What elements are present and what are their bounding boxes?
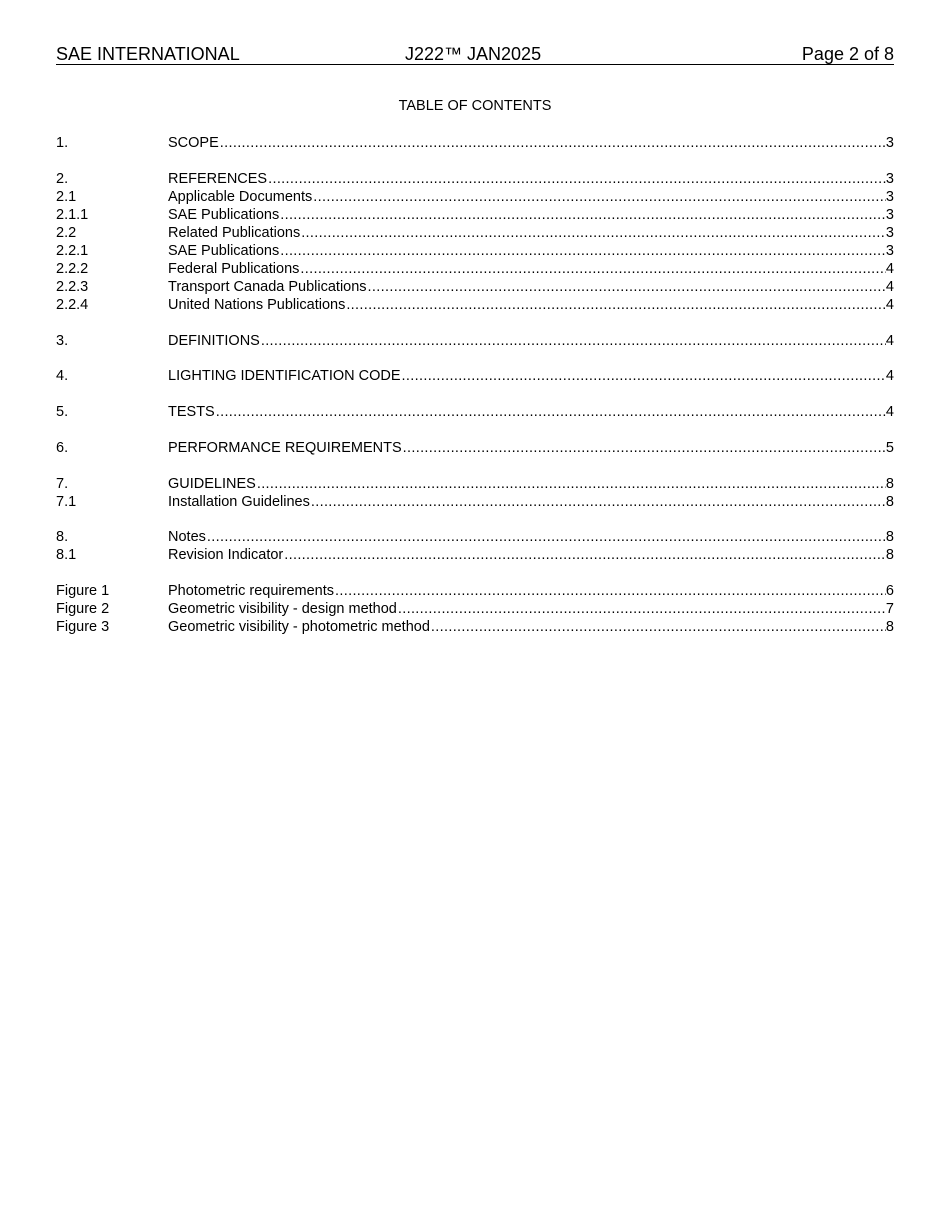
toc-entry-page: 4 [885,368,894,384]
toc-entry-label: REFERENCES [168,171,268,187]
toc-entry-number: 8. [56,529,69,545]
toc-entry-label: Related Publications [168,225,301,241]
toc-leader-dots [267,170,886,188]
toc-entry-page: 3 [885,189,894,205]
toc-leader-dots [279,242,886,260]
toc-entry-2-2[interactable] [56,224,894,242]
toc-entry-page: 8 [885,529,894,545]
toc-leader-dots [206,528,886,546]
toc-leader-dots [279,206,886,224]
toc-entry-body [168,206,894,224]
toc-leader-dots [215,403,886,421]
toc-entry-body [168,618,894,636]
toc-entry-2-2-2[interactable] [56,260,894,278]
toc-entry-body [168,367,894,385]
toc-leader-dots [300,224,886,242]
toc-entry-number: 2.2.3 [56,279,89,295]
toc-entry-body [168,242,894,260]
toc-entry-body [168,278,894,296]
toc-leader-dots [401,367,886,385]
toc-entry-number: 2.2 [56,225,77,241]
toc-entry-2-1-1[interactable] [56,206,894,224]
toc-leader-dots [310,493,886,511]
toc-entry-body [168,439,894,457]
toc-entry-number: 2.2.4 [56,297,89,313]
toc-entry-label: SAE Publications [168,207,280,223]
toc-entry-page: 8 [885,494,894,510]
header-page-number: Page 2 of 8 [801,44,894,64]
toc-entry-page: 3 [885,135,894,151]
toc-entry-6[interactable] [56,439,894,457]
toc-entry-2[interactable] [56,170,894,188]
toc-entry-page: 3 [885,207,894,223]
toc-entry-body [168,475,894,493]
toc-leader-dots [345,296,886,314]
toc-entry-7[interactable] [56,475,894,493]
toc-entry-8-1[interactable] [56,546,894,564]
toc-entry-label: SCOPE [168,135,219,151]
toc-entry-label: Geometric visibility - design method [168,601,397,617]
toc-entry-label: LIGHTING IDENTIFICATION CODE [168,368,401,384]
toc-entry-page: 3 [885,171,894,187]
toc-leader-dots [256,475,886,493]
toc-entry-page: 3 [885,225,894,241]
toc-entry-label: Revision Indicator [168,547,284,563]
toc-entry-number: 7. [56,476,69,492]
toc-leader-dots [299,260,886,278]
toc-entry-body [168,224,894,242]
toc-entry-1[interactable] [56,134,894,152]
toc-entry-7-1[interactable] [56,493,894,511]
toc-entry-number: 2.2.1 [56,243,89,259]
toc-entry-number: 6. [56,440,69,456]
toc-entry-number: 2.2.2 [56,261,89,277]
toc-entry-number: 2.1.1 [56,207,89,223]
toc-entry-page: 4 [885,261,894,277]
toc-entry-label: Notes [168,529,206,545]
toc-entry-page: 8 [885,547,894,563]
toc-entry-label: PERFORMANCE REQUIREMENTS [168,440,402,456]
toc-entry-label: Geometric visibility - photometric method [168,619,430,635]
toc-entry-number: 4. [56,368,69,384]
header-organization: SAE INTERNATIONAL [56,44,240,64]
toc-entry-number: Figure 3 [56,619,110,635]
toc-entry-label: Applicable Documents [168,189,313,205]
toc-entry-page: 8 [885,476,894,492]
toc-entry-label: Federal Publications [168,261,300,277]
toc-leader-dots [430,618,886,636]
toc-entry-number: 3. [56,333,69,349]
toc-entry-body [168,546,894,564]
toc-entry-label: SAE Publications [168,243,280,259]
page-header [56,44,894,65]
toc-entry-page: 7 [885,601,894,617]
toc-entry-number: 5. [56,404,69,420]
toc-entry-body [168,582,894,600]
toc-entry-page: 4 [885,279,894,295]
toc-entry-2-1[interactable] [56,188,894,206]
toc-leader-dots [283,546,886,564]
toc-entry-2-2-1[interactable] [56,242,894,260]
toc-entry-number: 7.1 [56,494,77,510]
toc-entry-label: United Nations Publications [168,297,346,313]
toc-entry-label: DEFINITIONS [168,333,260,349]
toc-entry-figure-3[interactable] [56,618,894,636]
toc-entry-body [168,296,894,314]
toc-entry-page: 4 [885,404,894,420]
toc-entry-2-2-4[interactable] [56,296,894,314]
toc-entry-figure-1[interactable] [56,582,894,600]
toc-entry-3[interactable] [56,332,894,350]
toc-entry-page: 5 [885,440,894,456]
toc-entry-number: 2.1 [56,189,77,205]
toc-entry-body [168,332,894,350]
toc-entry-5[interactable] [56,403,894,421]
toc-entry-page: 3 [885,243,894,259]
toc-entry-2-2-3[interactable] [56,278,894,296]
toc-entry-body [168,170,894,188]
toc-entry-page: 8 [885,619,894,635]
toc-entry-4[interactable] [56,367,894,385]
toc-entry-label: GUIDELINES [168,476,256,492]
toc-entry-body [168,260,894,278]
toc-entry-label: Transport Canada Publications [168,279,367,295]
toc-leader-dots [402,439,886,457]
header-document-id: J222™ JAN2025 [405,44,542,64]
toc-entry-8[interactable] [56,528,894,546]
toc-entry-number: 2. [56,171,69,187]
toc-entry-page: 6 [885,583,894,599]
toc-entry-label: Installation Guidelines [168,494,310,510]
toc-entry-number: 8.1 [56,547,77,563]
toc-entry-body [168,134,894,152]
toc-entry-body [168,493,894,511]
toc-entry-figure-2[interactable] [56,600,894,618]
toc-entry-number: Figure 1 [56,583,110,599]
toc-leader-dots [312,188,886,206]
toc-leader-dots [334,582,886,600]
toc-entry-label: TESTS [168,404,215,420]
toc-entry-label: Photometric requirements [168,583,335,599]
toc-entry-page: 4 [885,333,894,349]
toc-entry-page: 4 [885,297,894,313]
toc-leader-dots [219,134,886,152]
toc-leader-dots [367,278,886,296]
toc-entry-number: Figure 2 [56,601,110,617]
toc-leader-dots [397,600,886,618]
toc-entry-body [168,403,894,421]
toc-title: TABLE OF CONTENTS [398,98,552,114]
toc-entry-body [168,528,894,546]
toc-leader-dots [260,332,886,350]
toc-entry-body [168,600,894,618]
toc-entry-number: 1. [56,135,69,151]
toc-entry-body [168,188,894,206]
